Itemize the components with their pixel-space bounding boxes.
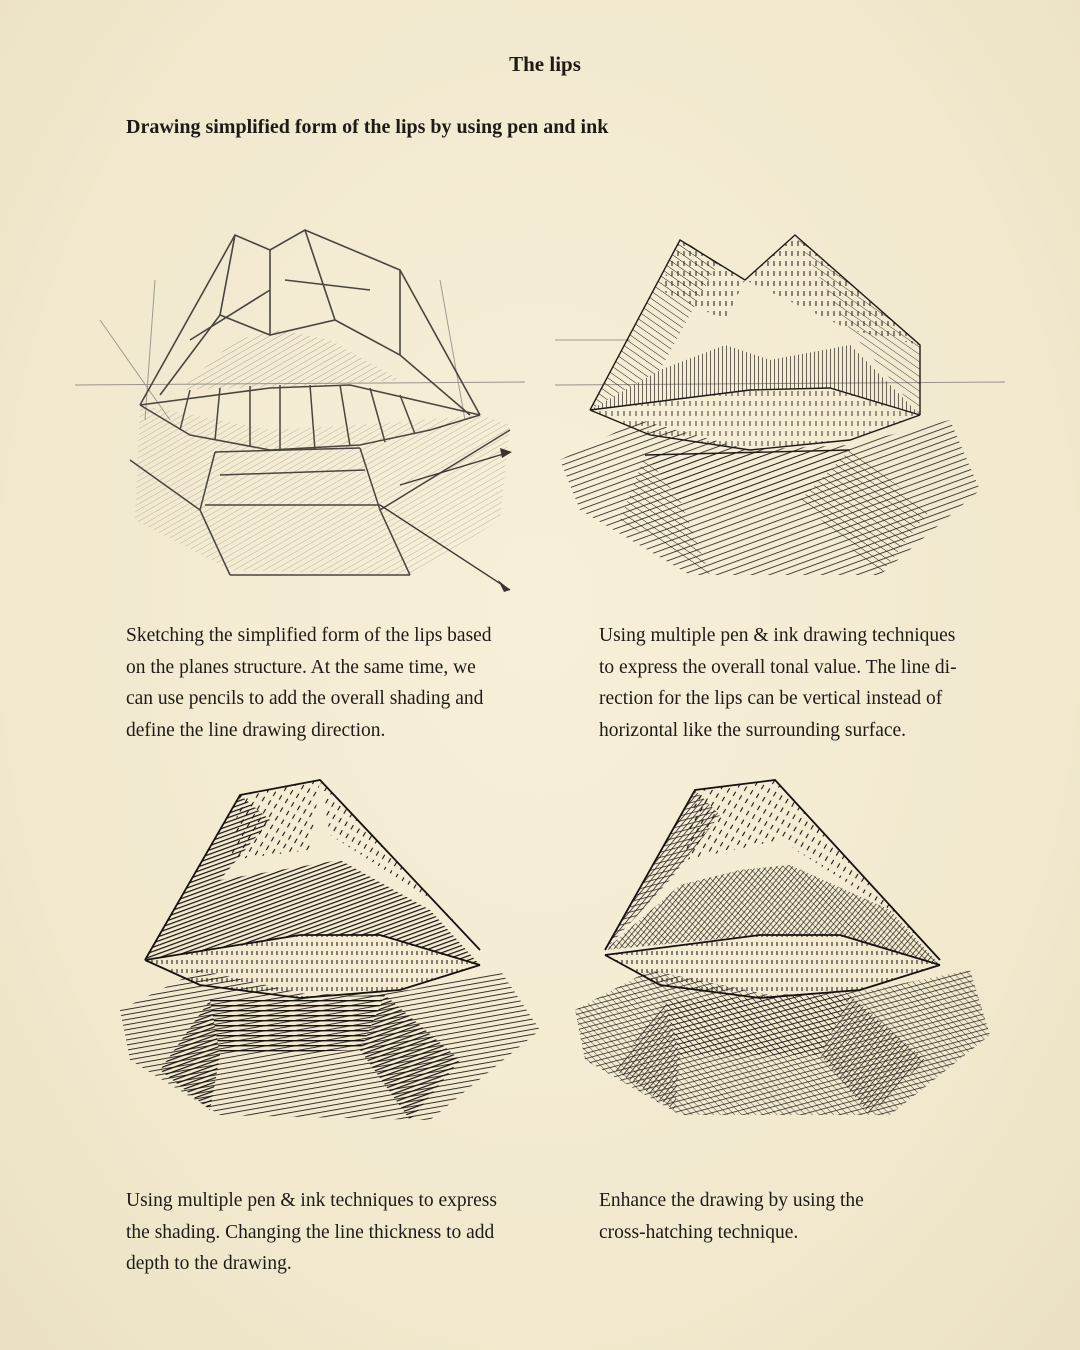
page-subtitle: Drawing simplified form of the lips by using pen and ink (126, 116, 609, 138)
page-title: The lips (509, 52, 581, 76)
caption-line: Enhance the drawing by using the (599, 1190, 864, 1211)
caption-line: define the line drawing direction. (126, 719, 386, 741)
caption-line: Sketching the simplified form of the lips based (126, 625, 492, 646)
caption-line: to express the overall tonal value. The line di- (599, 656, 957, 678)
caption-figure-1 (126, 620, 536, 746)
lips-cross-hatching-illustration (560, 770, 1020, 1140)
caption-line: Using multiple pen & ink techniques to express (126, 1190, 497, 1211)
caption-line: can use pencils to add the overall shading and (126, 688, 484, 709)
lips-ink-shading-illustration (100, 770, 560, 1140)
caption-figure-4 (599, 1185, 1009, 1248)
lips-ink-tonal-illustration (550, 220, 1010, 600)
caption-line: on the planes structure. At the same time, we (126, 656, 476, 678)
caption-figure-3 (126, 1185, 536, 1280)
caption-figure-2 (599, 620, 1009, 746)
caption-line: horizontal like the surrounding surface. (599, 719, 907, 741)
caption-line: Using multiple pen & ink drawing techniques (599, 625, 956, 646)
lips-pencil-sketch-illustration (70, 220, 530, 600)
caption-line: depth to the drawing. (126, 1253, 292, 1274)
caption-line: rection for the lips can be vertical instead of (599, 688, 943, 709)
caption-line: the shading. Changing the line thickness to add (126, 1221, 495, 1243)
caption-line: cross-hatching technique. (599, 1221, 799, 1243)
